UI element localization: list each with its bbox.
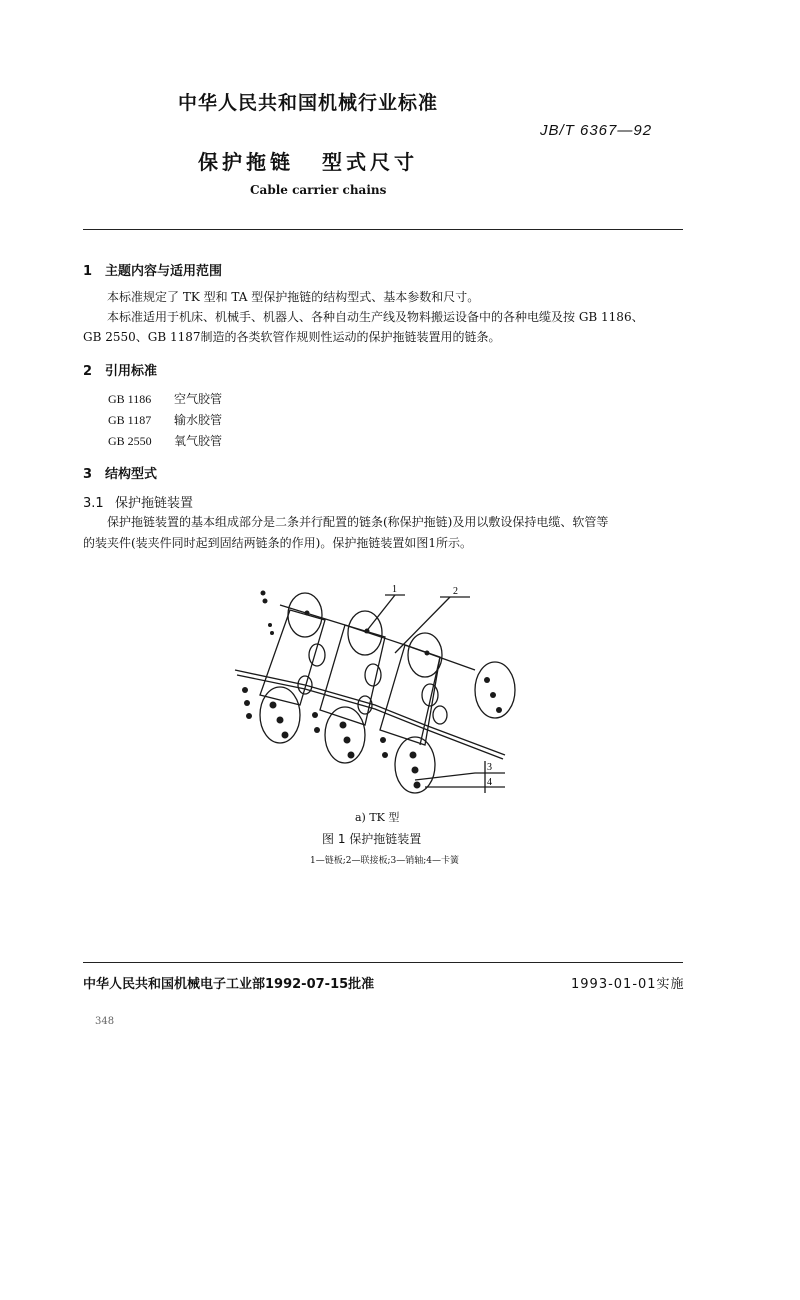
callout-label: 4 xyxy=(487,777,492,788)
reference-name: 输水胶管 xyxy=(174,413,223,427)
section-3-paragraph-line-1: 保护拖链装置的基本组成部分是二条并行配置的链条(称保护拖链)及用以敷设保持电缆、软管等 xyxy=(107,515,609,529)
reference-item xyxy=(108,411,222,428)
reference-code: GB 1186 xyxy=(108,392,152,406)
effective-date: 1993-01-01实施 xyxy=(571,977,685,992)
callout-label: 2 xyxy=(453,586,458,597)
english-title: Cable carrier chains xyxy=(250,183,387,197)
subsection-title: 保护拖链装置 xyxy=(115,496,194,511)
approval-statement: 中华人民共和国机械电子工业部1992-07-15批准 xyxy=(83,977,375,992)
plate-hole xyxy=(433,706,447,724)
section-1-paragraph-1: 本标准规定了 TK 型和 TA 型保护拖链的结构型式、基本参数和尺寸。 xyxy=(107,290,480,304)
section-1-heading xyxy=(83,260,222,279)
reference-code: GB 1187 xyxy=(108,413,152,427)
plate-hole xyxy=(365,664,381,686)
issuing-authority: 中华人民共和国机械行业标准 xyxy=(178,92,439,114)
figure-subcaption: a) TK 型 xyxy=(355,811,400,824)
section-1-paragraph-2-line-2: GB 2550、GB 1187制造的各类软管作规则性运动的保护拖链装置用的链条。 xyxy=(83,330,501,344)
callout-label: 1 xyxy=(392,584,397,595)
section-3-paragraph-line-2: 的装夹件(装夹件同时起到固结两链条的作用)。保护拖链装置如图1所示。 xyxy=(83,536,473,550)
figure-caption: 图 1 保护拖链装置 xyxy=(322,832,422,846)
section-1-number: 1 xyxy=(83,264,93,279)
chain-link-plate xyxy=(325,707,365,763)
callout-label: 3 xyxy=(487,762,492,773)
subsection-number: 3.1 xyxy=(83,496,104,511)
leader-line xyxy=(365,595,395,633)
title-part-1: 保护拖链 xyxy=(198,150,294,174)
chain-link-plate xyxy=(408,633,442,677)
standard-number: JB/T 6367—92 xyxy=(540,122,653,139)
section-1-paragraph-2-line-1: 本标准适用于机床、机械手、机器人、各种自动生产线及物料搬运设备中的各种电缆及按 GB 1186、 xyxy=(107,310,644,324)
section-3-number: 3 xyxy=(83,467,93,482)
subsection-3-1-heading xyxy=(83,492,193,511)
document-title xyxy=(198,146,418,175)
footer-divider xyxy=(83,962,683,963)
leader-line xyxy=(395,597,450,653)
header-divider xyxy=(83,229,683,230)
reference-code: GB 2550 xyxy=(108,434,152,448)
chain-link-plate xyxy=(475,662,515,718)
section-1-title: 主题内容与适用范围 xyxy=(105,264,223,279)
section-3-title: 结构型式 xyxy=(105,467,158,482)
chain-link-plate xyxy=(260,687,300,743)
cable-carrier-chain-figure xyxy=(225,575,545,800)
connecting-plate xyxy=(320,625,385,725)
figure-legend: 1—链板;2—联接板;3—销轴;4—卡簧 xyxy=(310,856,460,866)
section-2-title: 引用标准 xyxy=(105,364,158,379)
section-3-heading xyxy=(83,463,157,482)
reference-item xyxy=(108,432,222,449)
chain-link-plate xyxy=(288,593,322,637)
reference-name: 空气胶管 xyxy=(174,392,223,406)
section-2-number: 2 xyxy=(83,364,93,379)
section-2-heading xyxy=(83,360,157,379)
page-number: 348 xyxy=(95,1016,115,1027)
reference-item xyxy=(108,390,222,407)
reference-name: 氧气胶管 xyxy=(174,434,223,448)
title-part-2: 型式尺寸 xyxy=(322,150,418,174)
